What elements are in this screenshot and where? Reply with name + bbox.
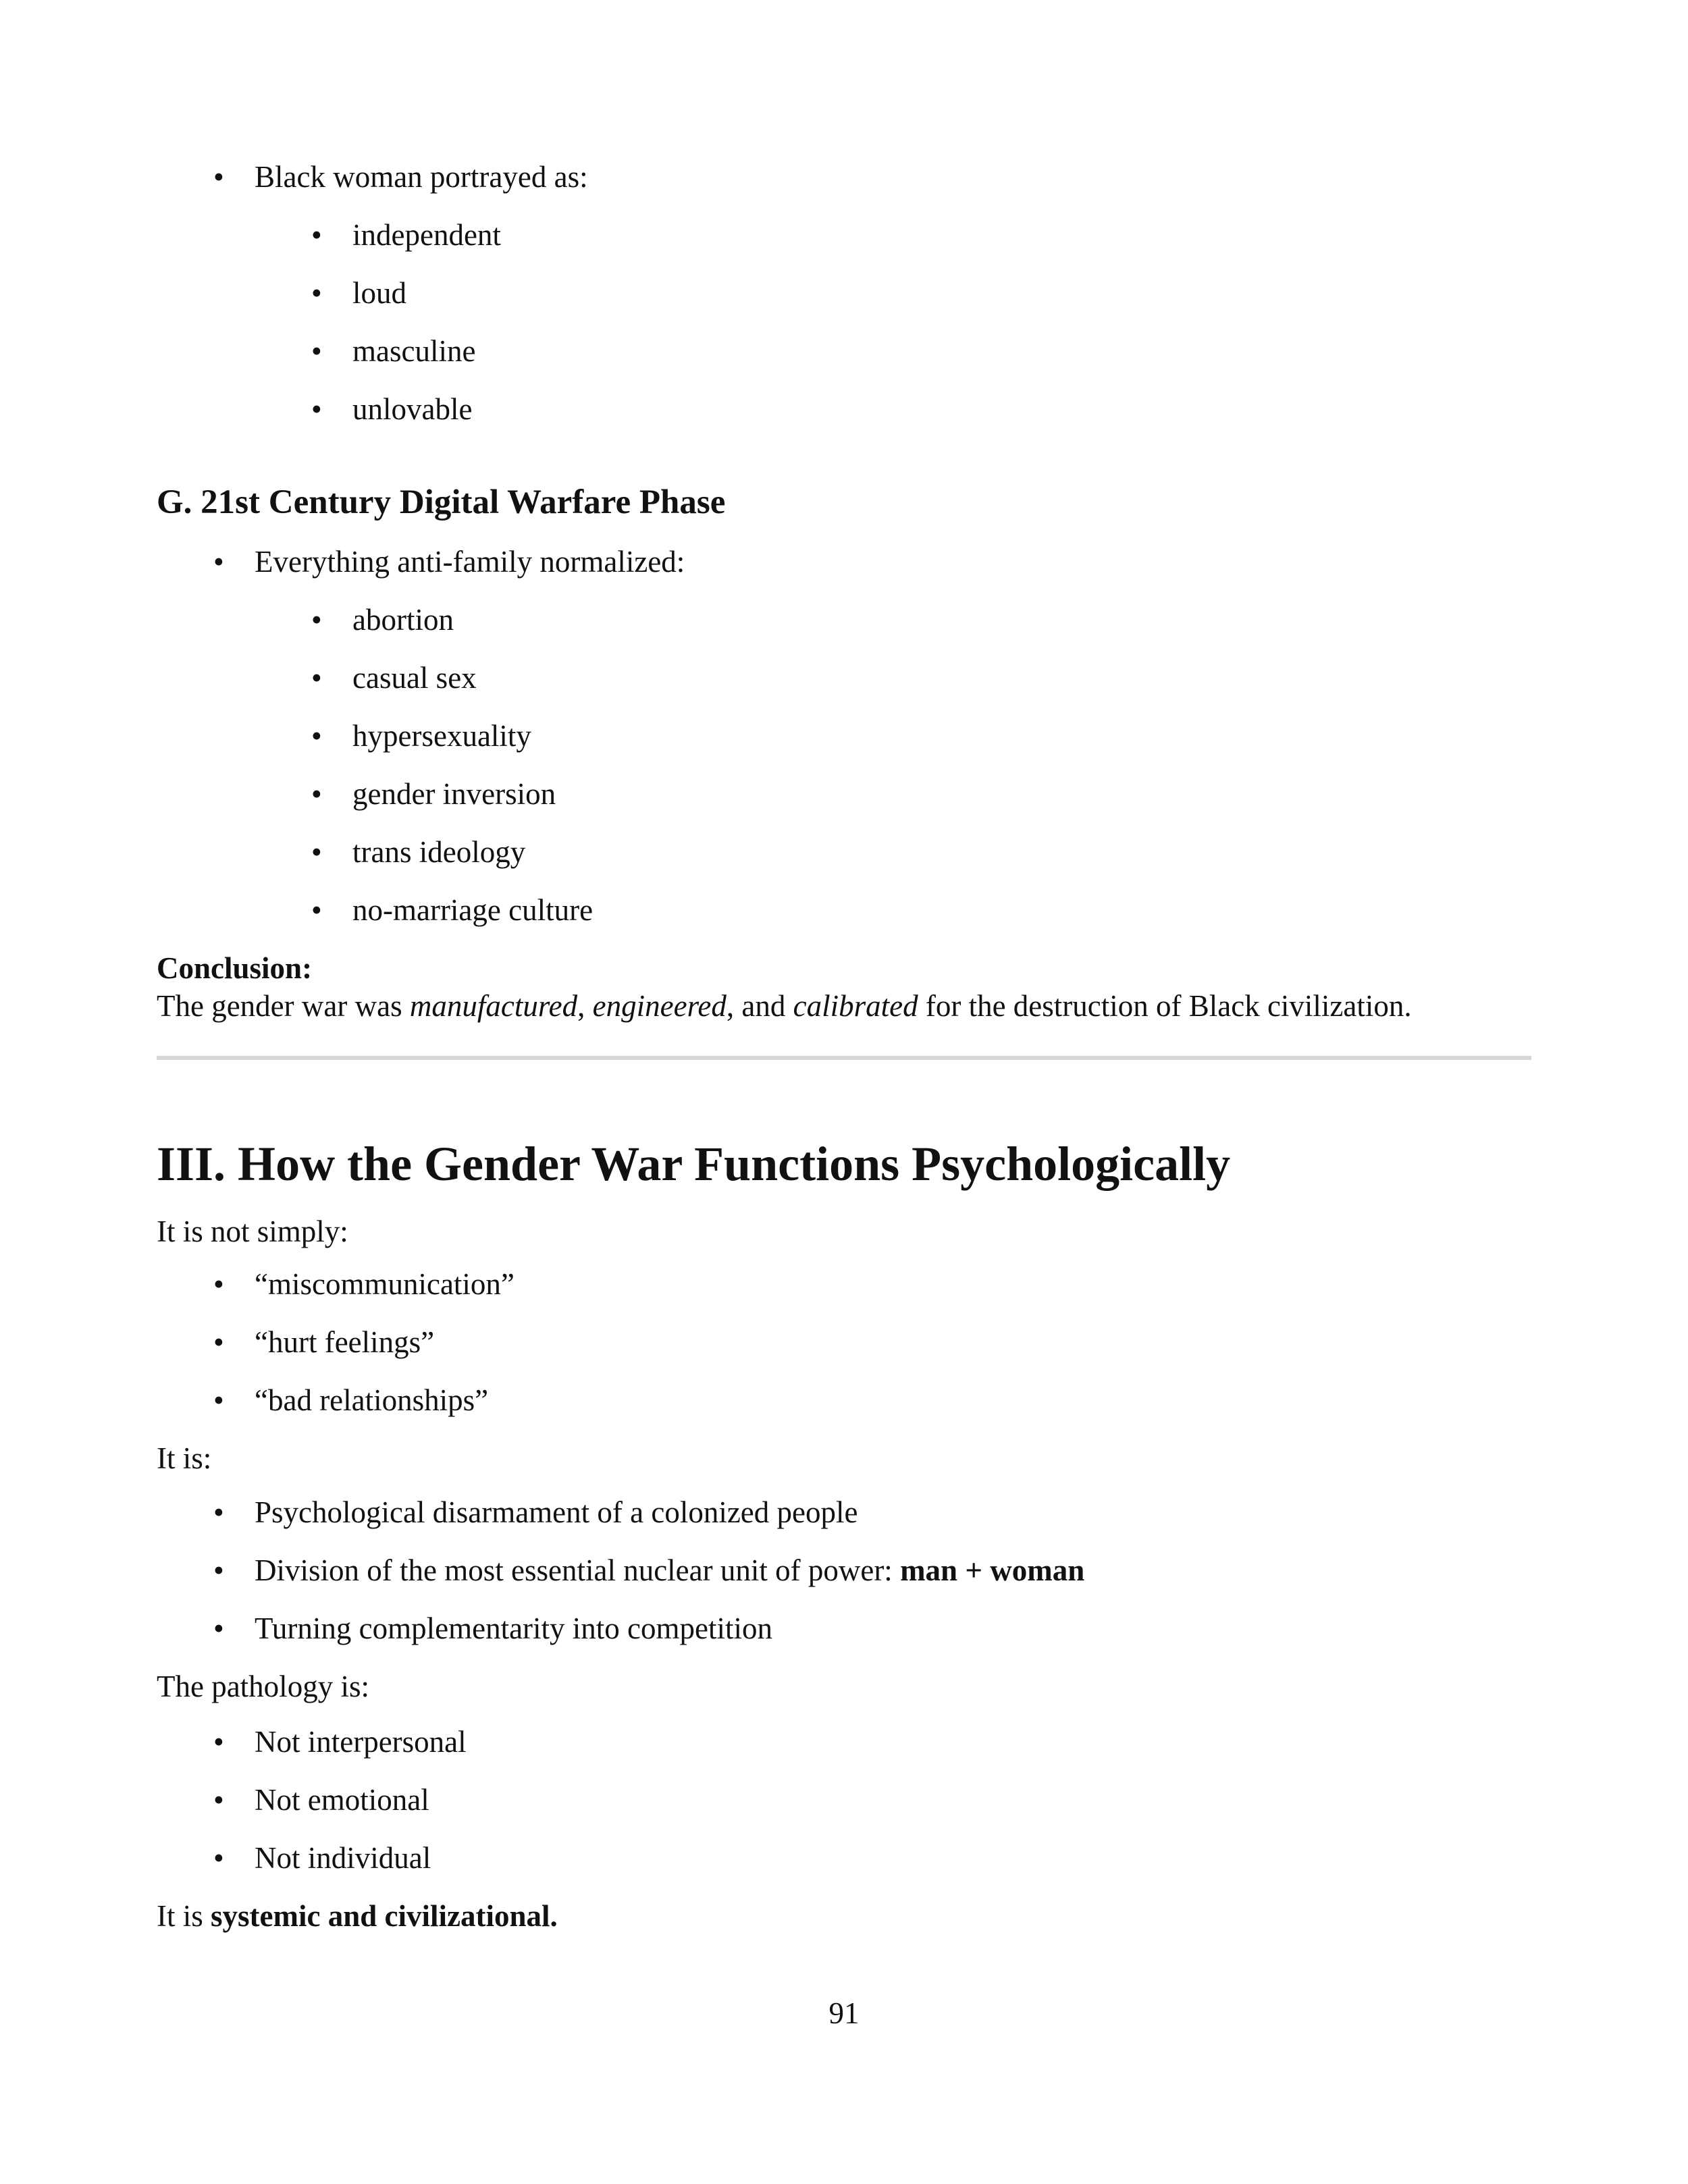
bullet: •	[213, 1725, 224, 1759]
list-item: loud	[352, 276, 407, 310]
text-run: ,	[577, 989, 593, 1023]
list-item: Psychological disarmament of a colonized people	[255, 1495, 858, 1529]
bullet: •	[213, 1325, 224, 1359]
bullet: •	[311, 603, 322, 637]
list-item	[255, 1551, 1084, 1589]
bullet: •	[213, 160, 224, 194]
text-run: It is	[157, 1899, 211, 1933]
text-run: , and	[726, 989, 793, 1023]
list-item: “hurt feelings”	[255, 1325, 435, 1359]
bullet: •	[311, 392, 322, 426]
bullet: •	[311, 218, 322, 252]
bullet: •	[311, 777, 322, 811]
list-item: trans ideology	[352, 835, 526, 869]
paragraph	[157, 1897, 558, 1935]
paragraph: The pathology is:	[157, 1670, 369, 1703]
bullet: •	[213, 545, 224, 579]
bullet: •	[311, 276, 322, 310]
list-item: Not emotional	[255, 1783, 429, 1817]
list-item: hypersexuality	[352, 719, 531, 753]
list-item: Not individual	[255, 1841, 431, 1875]
list-item: independent	[352, 218, 501, 252]
bullet: •	[311, 661, 322, 695]
bullet: •	[213, 1267, 224, 1301]
bullet: •	[213, 1495, 224, 1529]
list-item: Turning complementarity into competition	[255, 1612, 772, 1645]
conclusion-text	[157, 987, 1412, 1025]
list-intro: Everything anti-family normalized:	[255, 545, 685, 579]
list-item: “bad relationships”	[255, 1383, 489, 1417]
list-item: “miscommunication”	[255, 1267, 515, 1301]
list-item: unlovable	[352, 392, 473, 426]
bullet: •	[213, 1783, 224, 1817]
list-item: Not interpersonal	[255, 1725, 467, 1759]
bold-text: systemic and civilizational.	[211, 1899, 558, 1933]
paragraph: It is:	[157, 1441, 212, 1475]
bullet: •	[311, 334, 322, 368]
conclusion-label: Conclusion:	[157, 951, 313, 985]
emphasis: engineered	[592, 989, 727, 1023]
bullet: •	[311, 893, 322, 927]
paragraph: It is not simply:	[157, 1215, 348, 1248]
bullet: •	[213, 1383, 224, 1417]
list-item: masculine	[352, 334, 476, 368]
page-number: 91	[828, 1996, 860, 2030]
bullet: •	[213, 1841, 224, 1875]
text-run: The gender war was	[157, 989, 410, 1023]
horizontal-rule	[157, 1056, 1531, 1060]
emphasis: calibrated	[793, 989, 918, 1023]
list-item: abortion	[352, 603, 454, 637]
list-intro: Black woman portrayed as:	[255, 160, 588, 194]
bullet: •	[213, 1612, 224, 1645]
list-item: no-marriage culture	[352, 893, 594, 927]
bullet: •	[213, 1553, 224, 1587]
text-run: Division of the most essential nuclear unit of power:	[255, 1553, 901, 1587]
list-item: gender inversion	[352, 777, 556, 811]
bold-text: man + woman	[900, 1553, 1085, 1587]
chapter-heading: III. How the Gender War Functions Psychologically	[157, 1137, 1231, 1191]
bullet: •	[311, 719, 322, 753]
emphasis: manufactured	[409, 989, 578, 1023]
text-run: for the destruction of Black civilization.	[918, 989, 1412, 1023]
section-heading: G. 21st Century Digital Warfare Phase	[157, 483, 726, 521]
bullet: •	[311, 835, 322, 869]
list-item: casual sex	[352, 661, 477, 695]
